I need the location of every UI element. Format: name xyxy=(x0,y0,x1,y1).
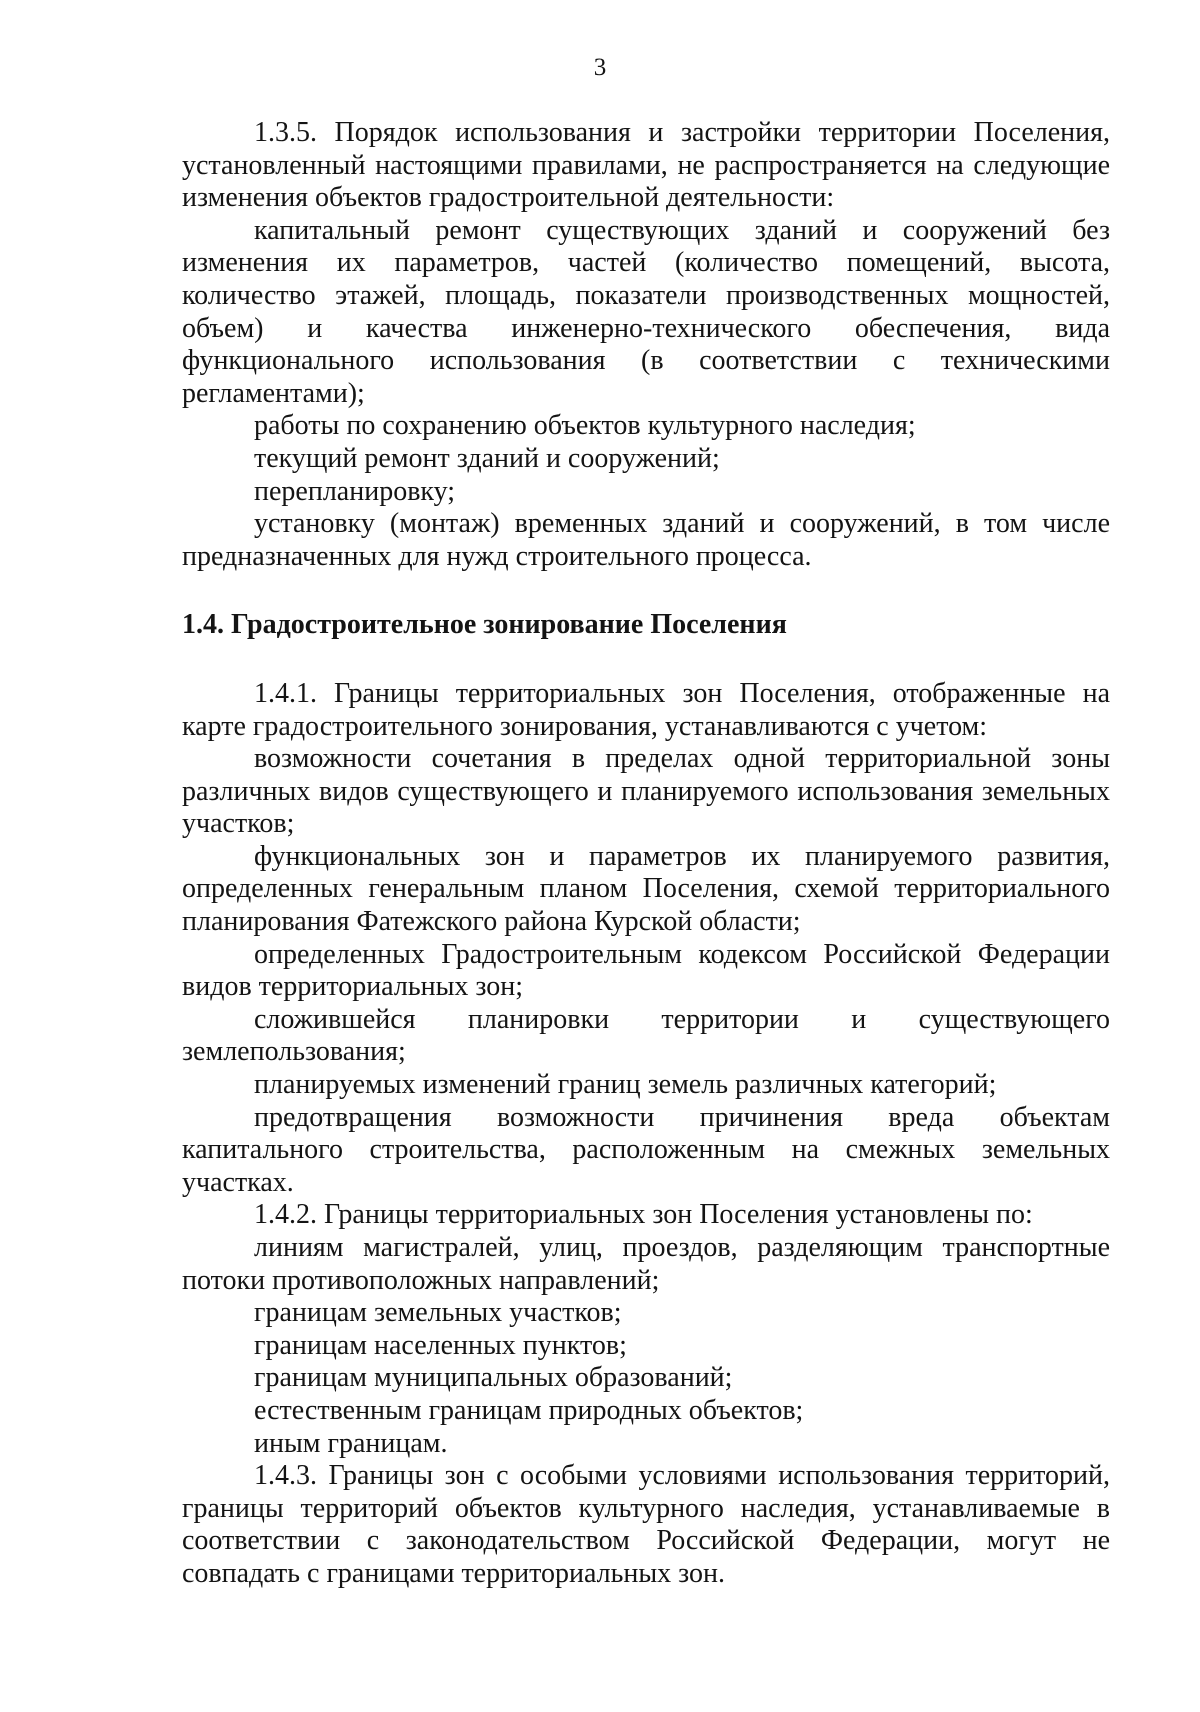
list-item-capital-repair: капитальный ремонт существующих зданий и сооружений без изменения их параметров, частей (количество помещений, высота, количество этажей, площадь, показатели производственных мощностей, объем) и качества инженерно-технического обеспечения, вида функционального использования (в соответствии с техническими регламентами); xyxy=(182,214,1110,409)
list-item-current-repair: текущий ремонт зданий и сооружений; xyxy=(254,442,720,474)
list-item-main-roads: линиям магистралей, улиц, проездов, разделяющим транспортные потоки противоположных направлений; xyxy=(182,1232,1110,1296)
list-item-harm-prevention: предотвращения возможности причинения вреда объектам капитального строительства, расположенным на смежных земельных участках. xyxy=(182,1101,1110,1198)
list-item-code-zone-types: определенных Градостроительным кодексом Российской Федерации видов территориальных зон; xyxy=(182,938,1110,1003)
page-number: 3 xyxy=(593,54,607,81)
paragraph-1-4-2: 1.4.2. Границы территориальных зон Поселения установлены по: xyxy=(254,1199,1033,1231)
list-item-replanning: перепланировку; xyxy=(254,475,456,507)
list-item-functional-zones: функциональных зон и параметров их планируемого развития, определенных генеральным планом Поселения, схемой территориального планирования Фатежского района Курской области; xyxy=(182,840,1110,938)
list-item-natural-borders: естественным границам природных объектов; xyxy=(254,1394,804,1426)
list-item-existing-layout: сложившейся планировки территории и существующего землепользования; xyxy=(182,1003,1110,1068)
paragraph-1-4-3: 1.4.3. Границы зон с особыми условиями использования территорий, границы территорий объектов культурного наследия, устанавливаемые в соответствии с законодательством Российской Федерации, могут не совпадать с границами территориальных зон. xyxy=(182,1460,1110,1589)
list-item-land-categories: планируемых изменений границ земель различных категорий; xyxy=(254,1069,997,1101)
paragraph-1-3-5: 1.3.5. Порядок использования и застройки территории Поселения, установленный настоящими правилами, не распространяется на следующие изменения объектов градостроительной деятельности: xyxy=(182,117,1110,214)
list-item-combination: возможности сочетания в пределах одной территориальной зоны различных видов существующего и планируемого использования земельных участков; xyxy=(182,743,1110,840)
document-body xyxy=(182,117,1110,1591)
list-item-temporary-buildings: установку (монтаж) временных зданий и сооружений, в том числе предназначенных для нужд строительного процесса. xyxy=(182,508,1110,572)
paragraph-1-4-1: 1.4.1. Границы территориальных зон Поселения, отображенные на карте градостроительного зонирования, устанавливаются с учетом: xyxy=(182,677,1110,742)
list-item-other-borders: иным границам. xyxy=(254,1427,448,1459)
list-item-municipal-borders: границам муниципальных образований; xyxy=(254,1362,733,1394)
list-item-settlement-borders: границам населенных пунктов; xyxy=(254,1329,627,1361)
list-item-heritage-works: работы по сохранению объектов культурного наследия; xyxy=(254,410,916,442)
section-heading-1-4: 1.4. Градостроительное зонирование Поселения xyxy=(182,609,787,641)
list-item-land-plot-borders: границам земельных участков; xyxy=(254,1297,622,1329)
